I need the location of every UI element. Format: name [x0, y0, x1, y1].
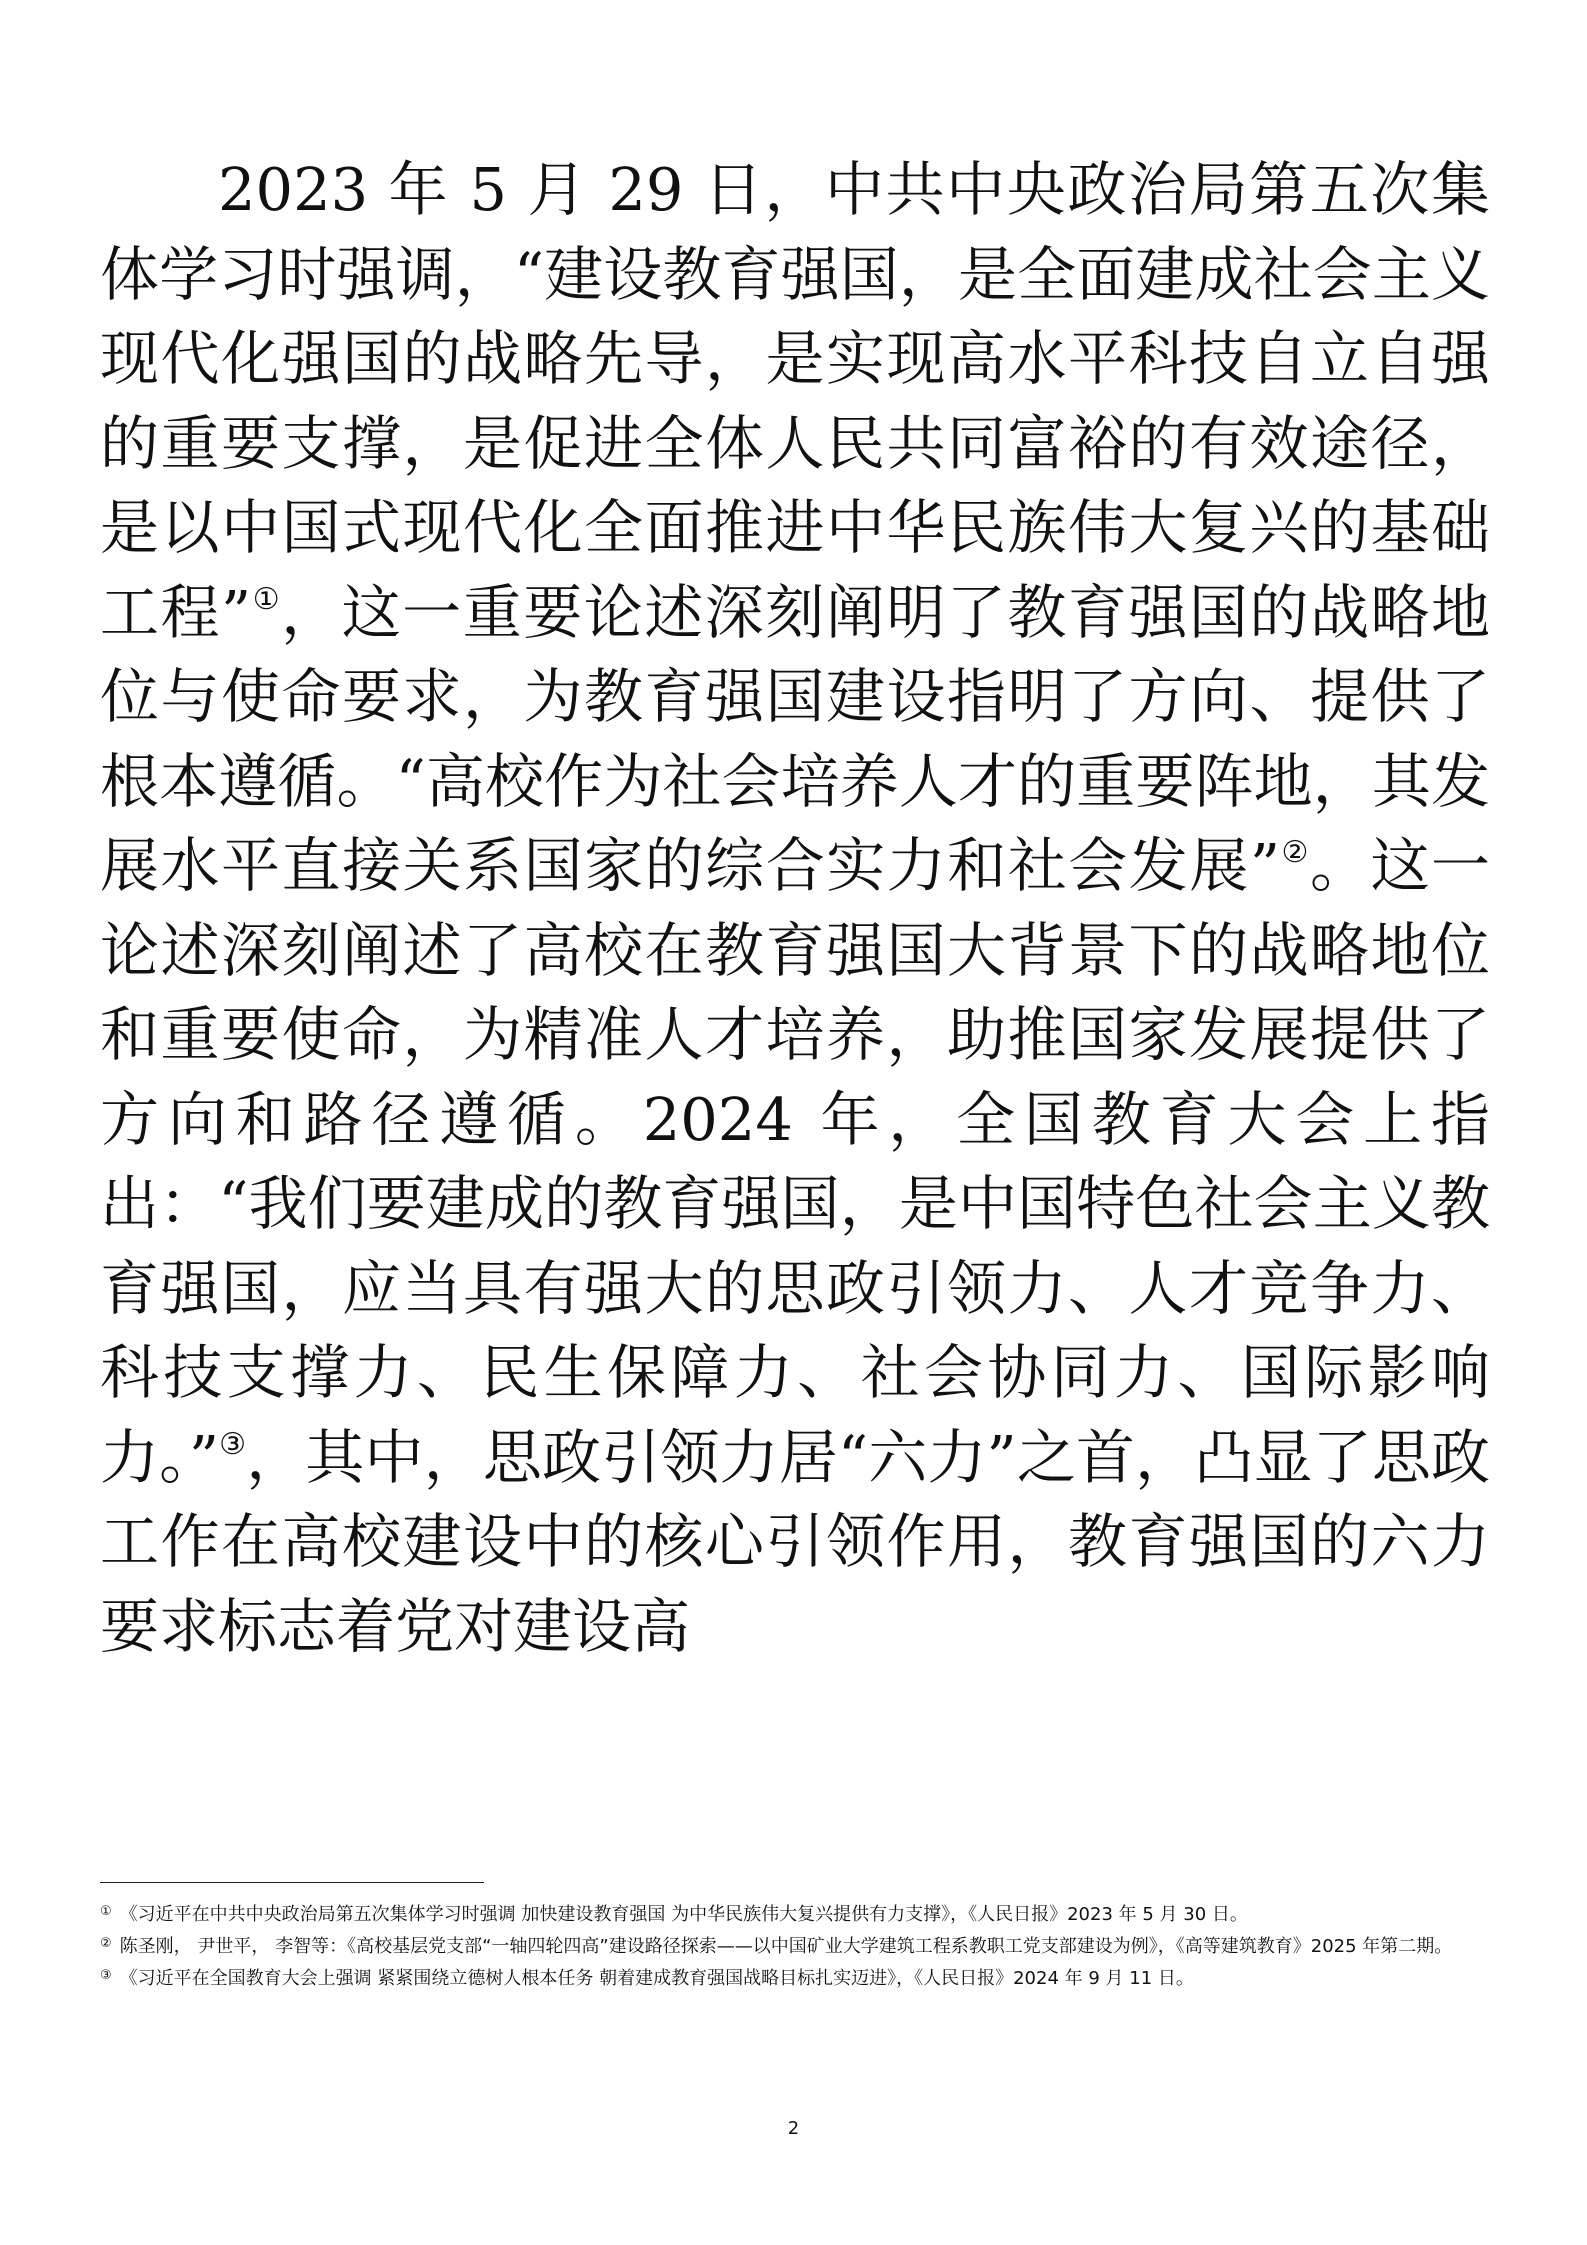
footnotes	[100, 1898, 1490, 1994]
body-text-segment-4: ，其中，思政引领力居“六力”之首，凸显了思政工作在高校建设中的核心引领作用，教育强国的六力要求标志着党对建设高	[100, 1422, 1490, 1661]
footnote-mark-2: ②	[100, 1936, 112, 1951]
page-number: 2	[787, 2118, 800, 2139]
footnote-text-2: 陈圣刚， 尹世平， 李智等：《高校基层党支部“一轴四轮四高”建设路径探索——以中国矿业大学建筑工程系教职工党支部建设为例》，《高等建筑教育》2025 年第二期。	[119, 1936, 1453, 1957]
footnote-1	[100, 1898, 1490, 1928]
footnote-mark-3: ③	[100, 1968, 112, 1983]
body-text-segment-1: 2023 年 5 月 29 日，中共中央政治局第五次集体学习时强调，“建设教育强国，是全面建成社会主义现代化强国的战略先导，是实现高水平科技自立自强的重要支撑，是促进全体人民共同富裕的有效途径，是以中国式现代化全面推进中华民族伟大复兴的基础工程”	[100, 155, 1490, 647]
footnote-3	[100, 1962, 1490, 1992]
footnote-ref-2[interactable]: ②	[1280, 835, 1310, 870]
footnote-ref-1[interactable]: ①	[251, 581, 282, 617]
footnote-ref-3[interactable]: ③	[219, 1426, 247, 1462]
footnote-separator	[100, 1882, 484, 1883]
body-text-segment-3: 。这一论述深刻阐述了高校在教育强国大背景下的战略地位和重要使命，为精准人才培养，助推国家发展提供了方向和路径遵循。2024 年，全国教育大会上指出：“我们要建成的教育强国，是中国特色社会主义教育强国，应当具有强大的思政引领力、人才竞争力、科技支撑力、民生保障力、社会协同力、国际影响力。”	[100, 831, 1490, 1492]
footnote-text-1: 《习近平在中共中央政治局第五次集体学习时强调 加快建设教育强国 为中华民族伟大复兴提供有力支撑》，《人民日报》2023 年 5 月 30 日。	[119, 1904, 1248, 1925]
footnote-2	[100, 1930, 1490, 1960]
footnote-mark-1: ①	[100, 1904, 112, 1919]
body-paragraph	[100, 148, 1490, 1669]
body-text-segment-2: ，这一重要论述深刻阐明了教育强国的战略地位与使命要求，为教育强国建设指明了方向、提供了根本遵循。“高校作为社会培养人才的重要阵地，其发展水平直接关系国家的综合实力和社会发展”	[100, 577, 1490, 900]
footnote-text-3: 《习近平在全国教育大会上强调 紧紧围绕立德树人根本任务 朝着建成教育强国战略目标扎实迈进》，《人民日报》2024 年 9 月 11 日。	[119, 1968, 1194, 1989]
